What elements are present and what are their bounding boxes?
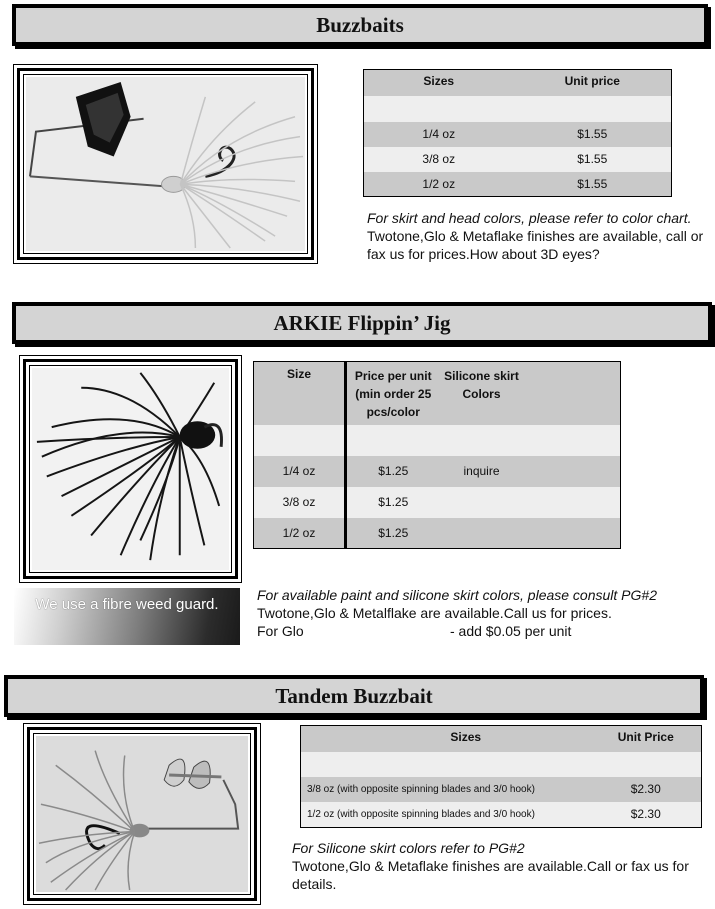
- table-row: [301, 777, 702, 802]
- note-plain: Twotone,Glo & Metalflake are available.Call us for prices.: [257, 605, 612, 621]
- buzzbaits-title: Buzzbaits: [316, 13, 404, 37]
- tandem-note: [292, 839, 702, 893]
- price-cell: $1.55: [514, 172, 672, 197]
- weed-guard-text: We use a fibre weed guard.: [35, 596, 219, 613]
- arkie-banner: [12, 302, 712, 344]
- table-row: [254, 518, 621, 549]
- table-row: [364, 147, 672, 172]
- tandem-lure-image: [36, 736, 248, 892]
- price-cell: $1.55: [514, 147, 672, 172]
- buzzbaits-banner: [12, 4, 708, 46]
- note-italic: For skirt and head colors, please refer to color chart.: [367, 210, 692, 226]
- tandem-banner: [4, 675, 704, 717]
- note-plain: Twotone,Glo & Metaflake finishes are available.Call or fax us for details.: [292, 858, 689, 892]
- size-cell: 1/2 oz (with opposite spinning blades and 3/0 hook): [301, 802, 591, 828]
- colors-cell: inquire: [440, 456, 524, 487]
- size-cell: 3/8 oz: [254, 487, 346, 518]
- price-cell: $1.25: [346, 518, 440, 549]
- colors-cell: [440, 518, 524, 549]
- note-plain: Twotone,Glo & Metaflake finishes are available, call or fax us for prices.How about 3D eyes?: [367, 228, 704, 262]
- arkie-note: [257, 586, 697, 640]
- size-cell: 1/4 oz: [364, 122, 514, 147]
- arkie-price-table: [253, 361, 621, 549]
- price-cell: $2.30: [591, 777, 702, 802]
- tandem-price-table: [300, 725, 702, 828]
- table-row: [364, 172, 672, 197]
- table-row: [301, 802, 702, 828]
- tandem-title: Tandem Buzzbait: [275, 684, 433, 708]
- glo-label: For Glo: [257, 623, 304, 639]
- table-header: Silicone skirt Colors: [440, 362, 524, 425]
- colors-cell: [440, 487, 524, 518]
- table-header: Size: [254, 362, 346, 425]
- size-cell: 1/2 oz: [364, 172, 514, 197]
- size-cell: 1/2 oz: [254, 518, 346, 549]
- buzzbaits-price-table: [363, 69, 672, 197]
- table-header: Unit Price: [591, 726, 702, 752]
- price-cell: $1.25: [346, 487, 440, 518]
- table-row: [364, 122, 672, 147]
- weed-guard-callout: [14, 588, 240, 645]
- table-header: Price per unit (min order 25 pcs/color: [346, 362, 440, 425]
- price-cell: $2.30: [591, 802, 702, 828]
- size-cell: 3/8 oz: [364, 147, 514, 172]
- price-cell: $1.55: [514, 122, 672, 147]
- glo-line: [257, 622, 697, 640]
- note-italic: For available paint and silicone skirt colors, please consult PG#2: [257, 587, 657, 603]
- size-cell: 3/8 oz (with opposite spinning blades and 3/0 hook): [301, 777, 591, 802]
- jig-photo: [19, 355, 242, 583]
- buzzbait-lure-image: [26, 77, 305, 251]
- arkie-title: ARKIE Flippin’ Jig: [273, 311, 451, 335]
- buzzbait-photo: [13, 64, 318, 264]
- table-header: Unit price: [514, 70, 672, 96]
- tandem-photo: [23, 723, 261, 905]
- buzzbaits-note: [367, 209, 707, 263]
- size-cell: 1/4 oz: [254, 456, 346, 487]
- table-row: [254, 456, 621, 487]
- table-header: Sizes: [364, 70, 514, 96]
- table-header: Sizes: [301, 726, 591, 752]
- price-cell: $1.25: [346, 456, 440, 487]
- jig-lure-image: [32, 368, 229, 570]
- glo-value: - add $0.05 per unit: [450, 623, 572, 639]
- table-row: [254, 487, 621, 518]
- note-italic: For Silicone skirt colors refer to PG#2: [292, 840, 525, 856]
